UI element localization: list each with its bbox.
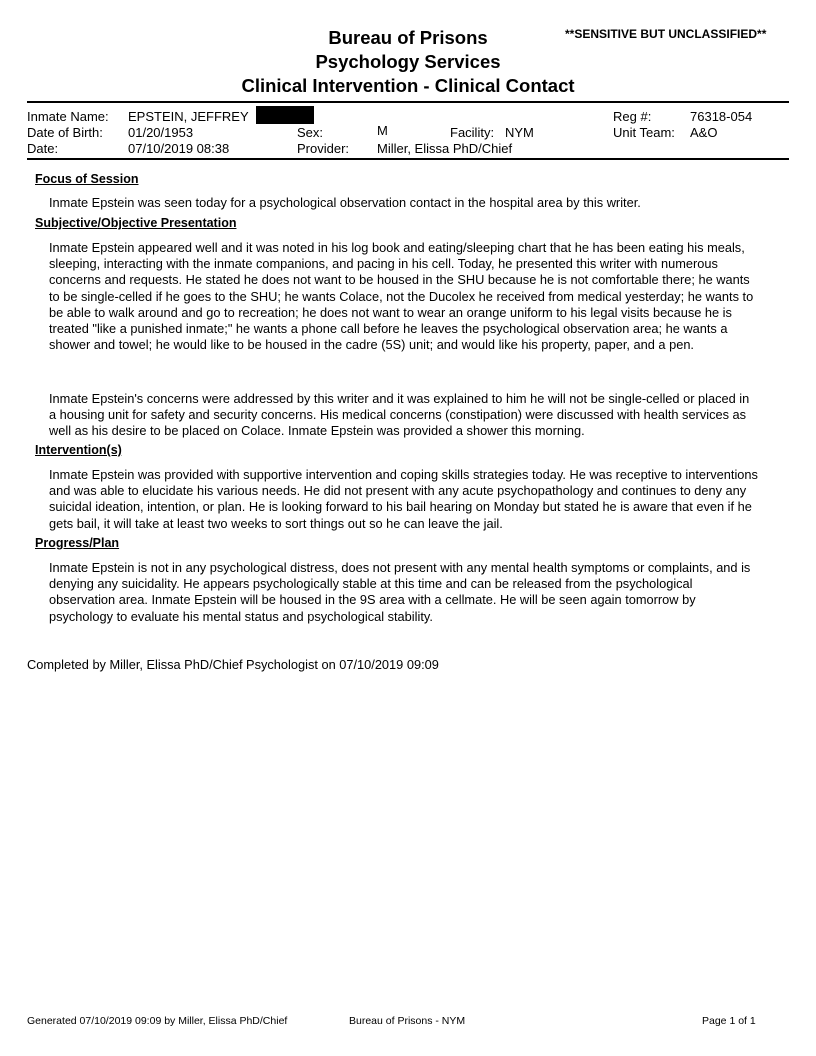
subjective-text-1: Inmate Epstein appeared well and it was noted in his log book and eating/sleeping chart that he has been eating his meals, sleeping, interacting with the inmate companions, and pacing in his cell. Today, he presented this writer with numerous concerns and requests. He stated he does not want to be housed in the SHU because he is not comfortable there; he wants to be single-celled if he goes to the SHU; he wants Colace, not the Ducolex he received from medical yesterday; he wants to be able to walk around and go to recreation; he does not want to wear an orange uniform to his legal visits because he is treated "like a punished inmate;" he wants a phone call before he leaves the psychological observation area; he wants a shower and towel; he would like to be housed in the cadre (5S) unit; and would like his property, paper, and a pen. [49,240,754,353]
subjective-heading: Subjective/Objective Presentation [35,216,237,230]
dob-label: Date of Birth: [27,125,103,140]
document-subtitle: Psychology Services [315,51,501,72]
provider-label: Provider: [297,141,350,156]
subjective-text-2: Inmate Epstein's concerns were addressed by this writer and it was explained to him he will not be single-celled or placed in a housing unit for safety and security concerns. His medical concerns (constipation) were discussed with health services as well as his desire to be placed on Colace. Inmate Epstein was provided a shower this morning. [49,391,750,439]
redaction-block [256,106,314,124]
footer-bureau: Bureau of Prisons - NYM [349,1015,466,1027]
intervention-text: Inmate Epstein was provided with supportive intervention and coping skills strategies today. He was receptive to interventions and was able to elucidate his various needs. He did not present with any acute psychopathology and continues to deny any suicidal ideation, intention, or plan. He is looking forward to his bail hearing on Monday but stated he is aware that even if he gets bail, it will take at least two weeks to sort things out so he can leave the jail. [49,467,758,531]
progress-text: Inmate Epstein is not in any psychological distress, does not present with any mental health symptoms or complaints, and is denying any suicidality. He appears psychologically stable at this time and can be released from the psychological observation area. Inmate Epstein will be housed in the 9S area with a cellmate. He will be seen again tomorrow by psychology to evaluate his mental status and psychological stability. [49,560,751,624]
inmate-name-label: Inmate Name: [27,109,109,124]
facility-label: Facility: [450,125,495,140]
completed-by: Completed by Miller, Elissa PhD/Chief Psychologist on 07/10/2019 09:09 [27,657,439,672]
intervention-heading: Intervention(s) [35,443,122,457]
focus-text: Inmate Epstein was seen today for a psychological observation contact in the hospital area by this writer. [49,195,641,210]
reg-label: Reg #: [613,109,652,124]
date-label: Date: [27,141,59,156]
footer-page-number: Page 1 of 1 [702,1015,756,1027]
progress-heading: Progress/Plan [35,536,120,550]
document-title: Bureau of Prisons [328,27,488,48]
header-bottom-rule [27,158,789,160]
focus-heading: Focus of Session [35,172,139,186]
date-value: 07/10/2019 08:38 [128,141,230,156]
sex-label: Sex: [297,125,324,140]
header-top-rule [27,101,789,103]
reg-value: 76318-054 [690,109,753,124]
document-form-title: Clinical Intervention - Clinical Contact [241,75,575,96]
facility-value: NYM [505,125,534,140]
sex-value: M [377,123,388,138]
unit-team-label: Unit Team: [613,125,675,140]
footer-generated: Generated 07/10/2019 09:09 by Miller, Elissa PhD/Chief [27,1015,288,1027]
inmate-name-value: EPSTEIN, JEFFREY [128,109,249,124]
provider-value: Miller, Elissa PhD/Chief [377,141,513,156]
classification-marking: **SENSITIVE BUT UNCLASSIFIED** [565,27,767,41]
dob-value: 01/20/1953 [128,125,194,140]
unit-team-value: A&O [690,125,718,140]
